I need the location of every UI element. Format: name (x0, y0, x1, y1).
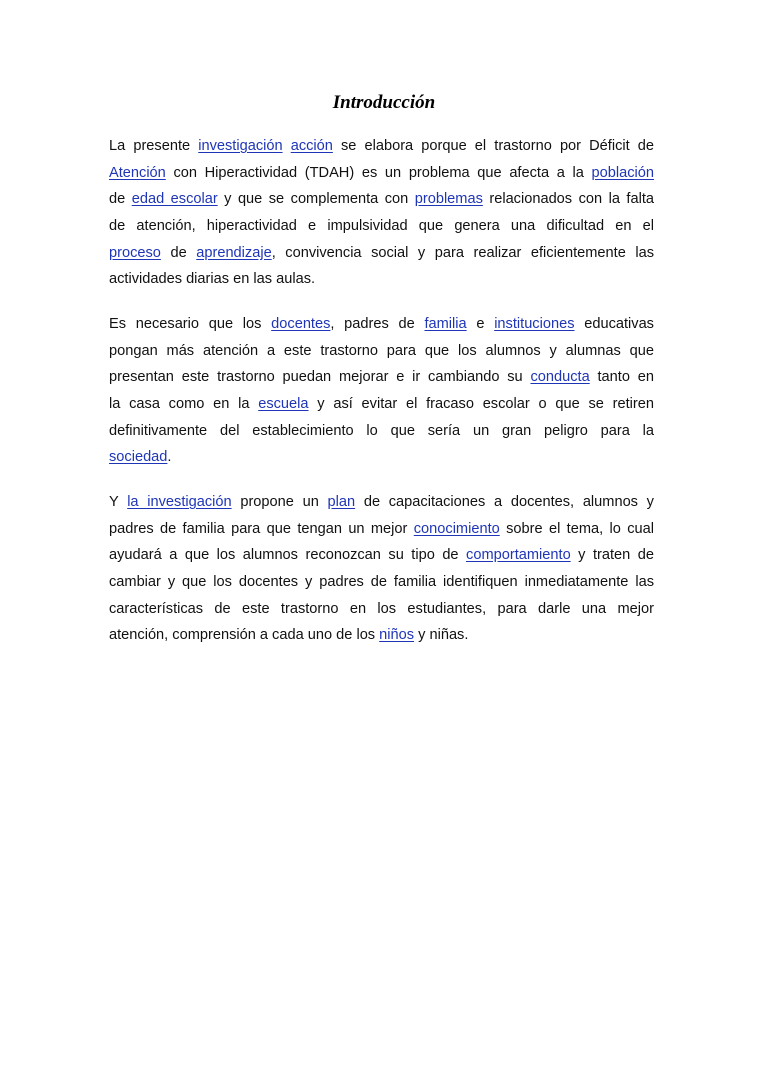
text-line (109, 338, 654, 365)
inline-link[interactable]: acción (290, 138, 333, 154)
text-run: y así evitar el fracaso escolar o que se retiren (308, 396, 654, 413)
inline-link[interactable]: conducta (530, 369, 590, 386)
text-line (109, 418, 654, 445)
text-line (109, 160, 654, 187)
text-run: de (160, 244, 197, 261)
text-line (109, 240, 654, 267)
inline-link[interactable]: población (591, 164, 654, 181)
text-run: de atención, hiperactividad e impulsividad que genera una dificultad en el (109, 218, 654, 235)
text-run: de capacitaciones a docentes, alumnos y (355, 494, 654, 510)
text-line (109, 186, 654, 213)
text-run: y traten de (570, 547, 654, 564)
text-run: actividades diarias en las aulas. (109, 271, 316, 288)
text-line (109, 516, 654, 543)
text-run: Es necesario que los (109, 316, 272, 332)
text-run: La presente (109, 138, 199, 154)
text-line (109, 391, 654, 418)
text-line (109, 266, 654, 293)
paragraph-2 (109, 311, 654, 471)
text-run: ayudará a que los alumnos reconozcan su tipo de (109, 547, 467, 564)
paragraph-text (109, 133, 654, 293)
text-line (109, 596, 654, 623)
text-line (109, 569, 654, 596)
text-line (109, 489, 654, 516)
paragraph-3 (109, 489, 654, 649)
text-line (109, 311, 654, 338)
text-line (109, 133, 654, 160)
inline-link[interactable]: la investigación (127, 494, 232, 510)
inline-link[interactable]: escuela (258, 396, 309, 413)
inline-link[interactable]: familia (424, 316, 467, 332)
inline-link[interactable]: comportamiento (466, 547, 571, 564)
text-run: relacionados con la falta (482, 191, 654, 208)
text-run: la casa como en la (109, 396, 259, 413)
text-line (109, 622, 654, 649)
text-run: y niñas. (414, 627, 469, 644)
inline-link[interactable]: proceso (109, 244, 161, 261)
text-run: se elabora porque el trastorno por Déficit de (332, 138, 655, 154)
text-line (109, 364, 654, 391)
text-run: de (109, 191, 132, 208)
inline-link[interactable]: investigación (198, 138, 283, 154)
paragraph-text (109, 489, 654, 649)
text-line (109, 444, 654, 471)
text-run: padres de familia para que tengan un mejor (109, 520, 414, 537)
text-run: presentan este trastorno puedan mejorar e ir cambiando su (109, 369, 531, 386)
text-run: e (466, 316, 495, 332)
inline-link[interactable]: plan (327, 494, 356, 510)
text-run (283, 138, 291, 154)
text-run: con Hiperactividad (TDAH) es un problema que afecta a la (165, 164, 592, 181)
inline-link[interactable]: niños (379, 627, 415, 644)
text-run: propone un (231, 494, 328, 510)
text-line (109, 542, 654, 569)
text-run: sobre el tema, lo cual (499, 520, 654, 537)
text-run: pongan más atención a este trastorno para que los alumnos y alumnas que (109, 342, 654, 359)
inline-link[interactable]: edad escolar (131, 191, 218, 208)
inline-link[interactable]: Atención (109, 164, 166, 181)
inline-link[interactable]: conocimiento (413, 520, 500, 537)
inline-link[interactable]: docentes (271, 316, 331, 332)
inline-link[interactable]: instituciones (494, 316, 575, 332)
text-run: definitivamente del establecimiento lo que sería un gran peligro para la (109, 422, 654, 439)
text-run: Y (109, 494, 128, 510)
text-run: y que se complementa con (217, 191, 415, 208)
paragraph-text (109, 311, 654, 471)
text-run: cambiar y que los docentes y padres de familia identifiquen inmediatamente las (109, 574, 654, 591)
inline-link[interactable]: aprendizaje (196, 244, 272, 261)
text-run: . (167, 449, 172, 466)
text-run: , convivencia social y para realizar eficientemente las (271, 244, 654, 261)
inline-link[interactable]: sociedad (109, 449, 168, 466)
text-run: atención, comprensión a cada uno de los (109, 627, 380, 644)
inline-link[interactable]: problemas (414, 191, 483, 208)
text-run: educativas (574, 316, 654, 332)
paragraph-1 (109, 133, 654, 293)
page-title: Introducción (332, 92, 436, 113)
text-line (109, 213, 654, 240)
text-run: , padres de (330, 316, 425, 332)
text-run: características de este trastorno en los estudiantes, para darle una mejor (109, 600, 654, 617)
text-run: tanto en (589, 369, 654, 386)
